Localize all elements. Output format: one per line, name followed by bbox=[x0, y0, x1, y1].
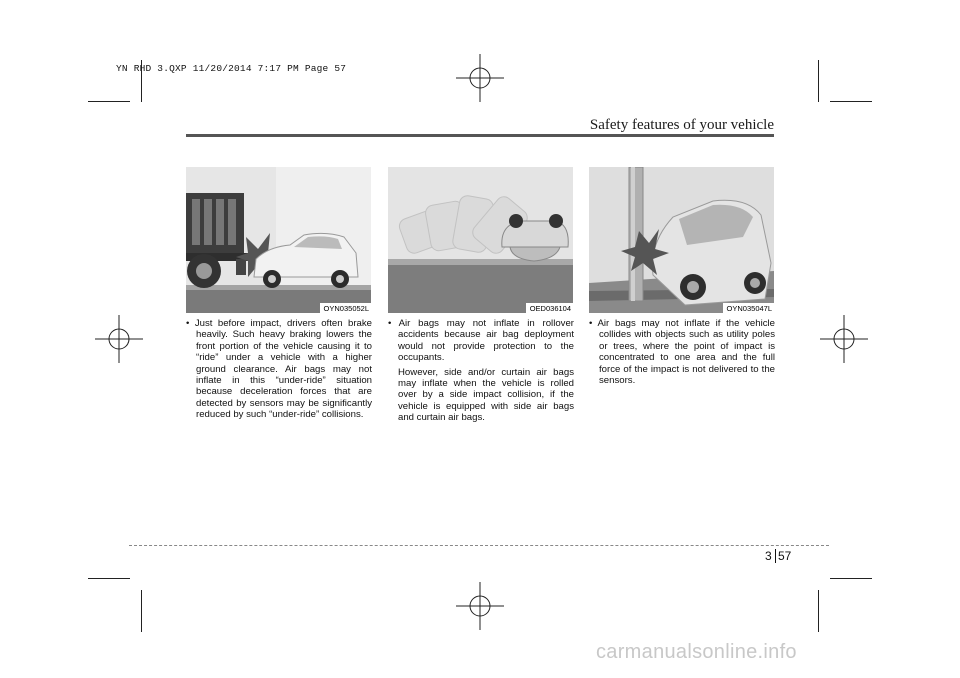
section-title: Safety features of your vehicle bbox=[589, 117, 774, 133]
column-3 bbox=[589, 318, 775, 386]
pole-impact-illustration bbox=[589, 167, 774, 313]
figure-code: OED036104 bbox=[526, 303, 573, 313]
header-rule bbox=[186, 134, 774, 137]
registration-mark-left bbox=[93, 313, 145, 365]
page-separator bbox=[775, 549, 776, 563]
under-ride-illustration bbox=[186, 167, 371, 313]
page-number: 57 bbox=[778, 549, 792, 563]
registration-mark-top bbox=[454, 52, 506, 104]
rollover-illustration bbox=[388, 167, 573, 313]
bullet-paragraph: • Air bags may not inflate in rollover accidents because air bag deployment would not provide protection to the occupants. bbox=[388, 318, 574, 364]
crop-mark bbox=[830, 578, 872, 579]
figure-pole-impact bbox=[589, 167, 774, 313]
crop-mark bbox=[818, 590, 819, 632]
crop-mark bbox=[830, 101, 872, 102]
crop-mark bbox=[88, 101, 130, 102]
watermark: carmanualsonline.info bbox=[596, 641, 797, 663]
figure-code: OYN035052L bbox=[320, 303, 371, 313]
column-2 bbox=[388, 318, 574, 424]
column-1 bbox=[186, 318, 372, 421]
figure-rollover bbox=[388, 167, 573, 313]
footer-rule bbox=[129, 545, 829, 546]
crop-mark bbox=[818, 60, 819, 102]
registration-mark-bottom bbox=[454, 580, 506, 632]
bullet-paragraph: • Air bags may not inflate if the vehicle collides with objects such as utility poles or trees, where the point of impact is concentrated to one area and the full force of the impact is not delivered to the sensors. bbox=[589, 318, 775, 387]
chapter-number: 3 bbox=[765, 549, 772, 563]
bullet-paragraph: • Just before impact, drivers often brake heavily. Such heavy braking lowers the front portion of the vehicle causing it to “ride” under a vehicle with a higher ground clearance. Air bags may not inflate in this “under-ride” situation because deceleration forces that are detected by sensors may be significantly reduced by such “under-ride” collisions. bbox=[186, 318, 372, 421]
registration-mark-right bbox=[818, 313, 870, 365]
print-slug: YN RHD 3.QXP 11/20/2014 7:17 PM Page 57 bbox=[116, 63, 347, 74]
crop-mark bbox=[141, 590, 142, 632]
figure-under-ride bbox=[186, 167, 371, 313]
crop-mark bbox=[88, 578, 130, 579]
figure-code: OYN035047L bbox=[723, 303, 774, 313]
body-paragraph: However, side and/or curtain air bags may inflate when the vehicle is rolled over by a side impact collision, if the vehicle is equipped with side air bags and curtain air bags. bbox=[398, 366, 574, 424]
